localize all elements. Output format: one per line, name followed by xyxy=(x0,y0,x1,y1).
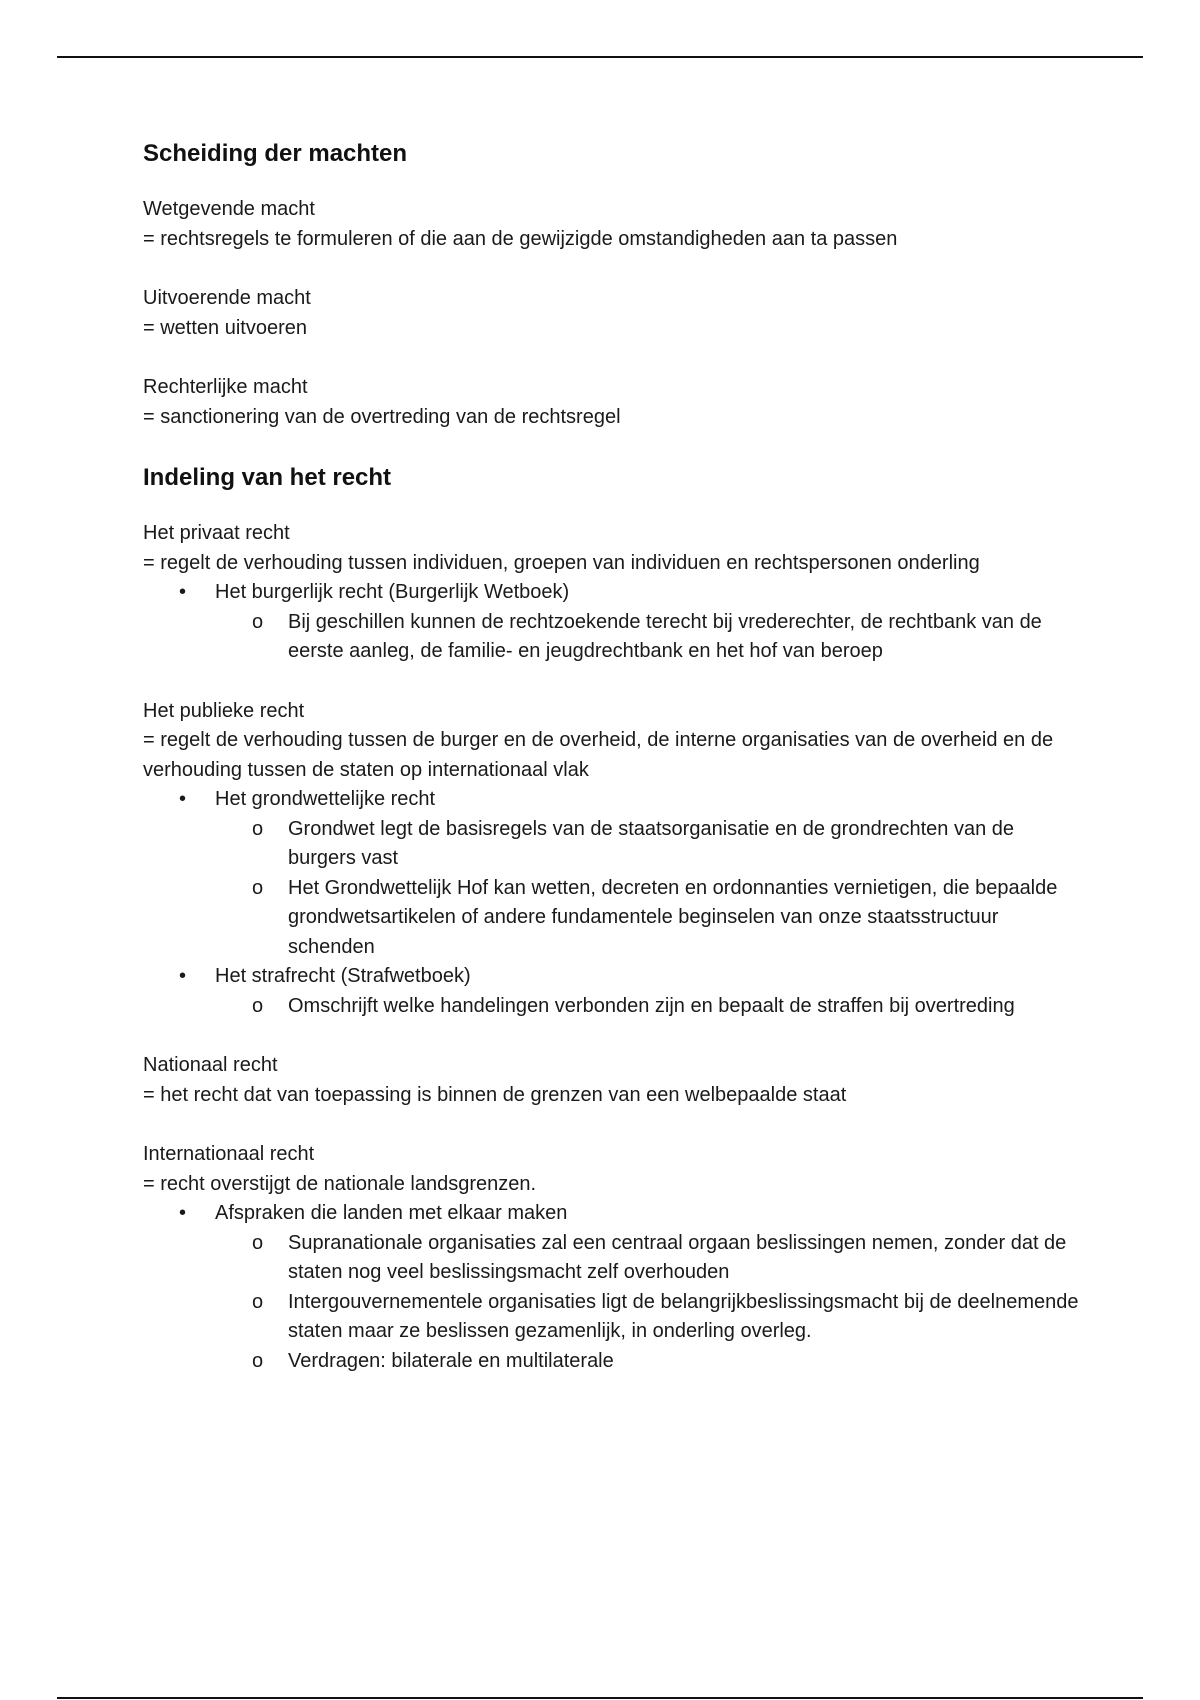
sub-list xyxy=(215,815,1083,963)
section-title-scheiding: Scheiding der machten xyxy=(143,140,408,167)
definition: = sanctionering van de overtreding van de rechtsregel xyxy=(143,405,621,428)
list-item xyxy=(179,962,1083,1021)
bullet-list xyxy=(143,785,1083,1021)
definition: = regelt de verhouding tussen de burger en de overheid, de interne organisaties van de overheid en de verhouding tussen de staten op internationaal vlak xyxy=(143,729,1054,781)
sub-list-item xyxy=(252,1347,1083,1377)
sub-list-item xyxy=(252,1229,1083,1288)
sub-list-item xyxy=(252,608,1083,667)
circle-bullet-icon: o xyxy=(252,610,264,633)
bullet-list xyxy=(143,578,1083,667)
circle-bullet-icon: o xyxy=(252,876,264,899)
sub-list-item-text: Omschrijft welke handelingen verbonden zijn en bepaalt de straffen bij overtreding xyxy=(288,994,1015,1017)
definition: = regelt de verhouding tussen individuen, groepen van individuen en rechtspersonen onderling xyxy=(143,551,980,574)
definition: = recht overstijgt de nationale landsgrenzen. xyxy=(143,1172,537,1195)
bullet-icon: • xyxy=(179,581,187,604)
block-internationaal-recht xyxy=(143,1140,1083,1376)
list-item-text: Het grondwettelijke recht xyxy=(215,788,436,811)
list-item-text: Het strafrecht (Strafwetboek) xyxy=(215,965,471,988)
sub-list xyxy=(215,1229,1083,1377)
term: Wetgevende macht xyxy=(143,198,315,221)
circle-bullet-icon: o xyxy=(252,1231,264,1254)
block-rechterlijke-macht xyxy=(143,373,1083,432)
sub-list-item-text: Verdragen: bilaterale en multilaterale xyxy=(288,1349,614,1372)
footer-rule xyxy=(57,1697,1143,1699)
circle-bullet-icon: o xyxy=(252,817,264,840)
sub-list-item-text: Bij geschillen kunnen de rechtzoekende terecht bij vrederechter, de rechtbank van de eerste aanleg, de familie- en jeugdrechtbank en het hof van beroep xyxy=(288,610,1042,663)
circle-bullet-icon: o xyxy=(252,1290,264,1313)
definition: = rechtsregels te formuleren of die aan de gewijzigde omstandigheden aan ta passen xyxy=(143,227,898,250)
term: Rechterlijke macht xyxy=(143,376,308,399)
list-item xyxy=(179,1199,1083,1376)
definition: = wetten uitvoeren xyxy=(143,316,307,339)
circle-bullet-icon: o xyxy=(252,1349,264,1372)
list-item xyxy=(179,785,1083,962)
bullet-icon: • xyxy=(179,965,187,988)
sub-list-item-text: Intergouvernementele organisaties ligt de belangrijkbeslissingsmacht bij de deelnemende staten maar ze beslissen gezamenlijk, in onderling overleg. xyxy=(288,1290,1079,1343)
bullet-icon: • xyxy=(179,788,187,811)
block-nationaal-recht xyxy=(143,1051,1083,1110)
sub-list-item-text: Het Grondwettelijk Hof kan wetten, decreten en ordonnanties vernietigen, die bepaalde grondwetsartikelen of andere fundamentele beginselen van onze staatsstructuur schenden xyxy=(288,876,1058,958)
block-wetgevende-macht xyxy=(143,195,1083,254)
list-item-text: Afspraken die landen met elkaar maken xyxy=(215,1202,568,1225)
block-privaat-recht xyxy=(143,519,1083,667)
sub-list-item xyxy=(252,1288,1083,1347)
term: Het privaat recht xyxy=(143,522,290,545)
bullet-icon: • xyxy=(179,1202,187,1225)
term: Uitvoerende macht xyxy=(143,287,311,310)
sub-list-item xyxy=(252,815,1083,874)
sub-list-item xyxy=(252,874,1083,963)
sub-list-item-text: Grondwet legt de basisregels van de staatsorganisatie en de grondrechten van de burgers vast xyxy=(288,817,1015,870)
list-item-text: Het burgerlijk recht (Burgerlijk Wetboek) xyxy=(215,581,570,604)
block-uitvoerende-macht xyxy=(143,284,1083,343)
list-item xyxy=(179,578,1083,667)
document-body xyxy=(143,138,1083,1406)
definition: = het recht dat van toepassing is binnen de grenzen van een welbepaalde staat xyxy=(143,1083,847,1106)
block-publiek-recht xyxy=(143,697,1083,1022)
sub-list xyxy=(215,992,1083,1022)
circle-bullet-icon: o xyxy=(252,994,264,1017)
term: Het publieke recht xyxy=(143,699,305,722)
header-rule xyxy=(57,56,1143,58)
sub-list xyxy=(215,608,1083,667)
bullet-list xyxy=(143,1199,1083,1376)
section-title-indeling: Indeling van het recht xyxy=(143,464,392,492)
sub-list-item-text: Supranationale organisaties zal een centraal orgaan beslissingen nemen, zonder dat de staten nog veel beslissingsmacht zelf overhouden xyxy=(288,1231,1067,1284)
sub-list-item xyxy=(252,992,1083,1022)
term: Nationaal recht xyxy=(143,1054,278,1077)
term: Internationaal recht xyxy=(143,1143,315,1166)
